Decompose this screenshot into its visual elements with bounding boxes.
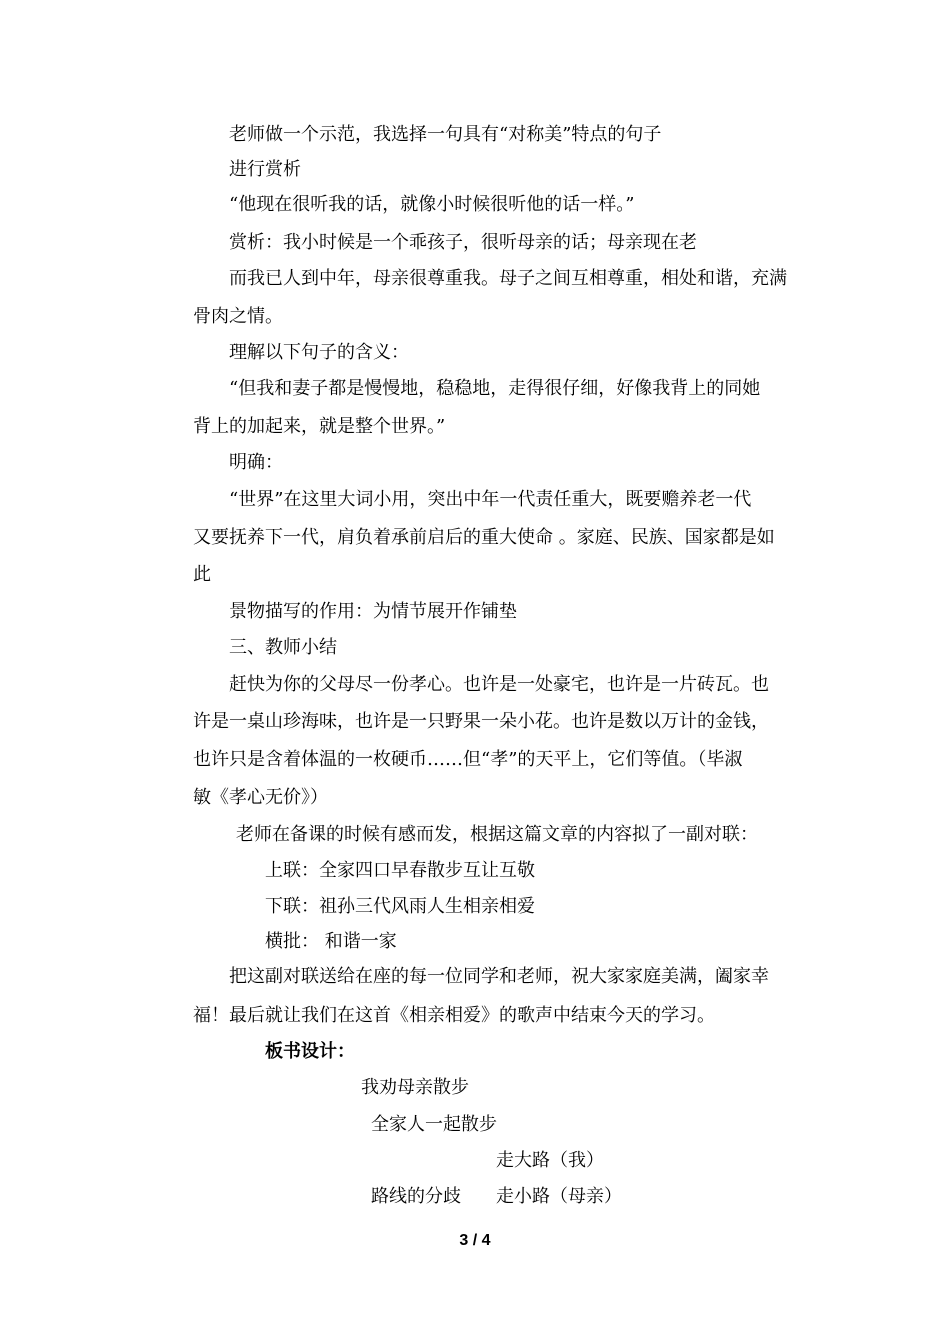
text-line-16: 赶快为你的父母尽一份孝心。也许是一处豪宅，也许是一片砖瓦。也 xyxy=(229,674,769,695)
text-line-1: 老师做一个示范，我选择一句具有“对称美”特点的句子 xyxy=(229,124,662,145)
board-line-4b: 走小路（母亲） xyxy=(496,1186,622,1207)
text-line-12: 又要抚养下一代，肩负着承前启后的重大使命 。家庭、民族、国家都是如 xyxy=(193,527,775,548)
text-line-7: 理解以下句子的含义： xyxy=(229,342,409,363)
text-line-25: 福！最后就让我们在这首《相亲相爱》的歌声中结束今天的学习。 xyxy=(193,1005,715,1026)
board-line-4a: 路线的分歧 xyxy=(371,1186,461,1207)
board-heading: 板书设计： xyxy=(265,1041,355,1062)
board-line-1: 我劝母亲散步 xyxy=(361,1077,469,1098)
text-line-4: 赏析：我小时候是一个乖孩子，很听母亲的话；母亲现在老 xyxy=(229,232,697,253)
text-line-2: 进行赏析 xyxy=(229,159,301,180)
text-line-22: 下联：祖孙三代风雨人生相亲相爱 xyxy=(265,896,535,917)
text-line-6: 骨肉之情。 xyxy=(193,306,283,327)
text-line-18: 也许只是含着体温的一枚硬币……但“孝”的天平上，它们等值。（毕淑 xyxy=(193,749,743,770)
text-line-9: 背上的加起来，就是整个世界。” xyxy=(193,416,446,437)
text-line-17: 许是一桌山珍海味，也许是一只野果一朵小花。也许是数以万计的金钱， xyxy=(193,711,769,732)
text-line-20: 老师在备课的时候有感而发，根据这篇文章的内容拟了一副对联： xyxy=(236,824,758,845)
board-line-3: 走大路（我） xyxy=(496,1150,604,1171)
page-number: 3 / 4 xyxy=(459,1232,491,1249)
text-line-14: 景物描写的作用：为情节展开作铺垫 xyxy=(229,601,517,622)
text-line-8: “但我和妻子都是慢慢地，稳稳地，走得很仔细，好像我背上的同她 xyxy=(229,378,761,399)
text-line-24: 把这副对联送给在座的每一位同学和老师，祝大家家庭美满，阖家幸 xyxy=(229,966,769,987)
text-line-21: 上联：全家四口早春散步互让互敬 xyxy=(265,860,535,881)
text-line-19: 敏《孝心无价》） xyxy=(193,787,328,808)
text-line-13: 此 xyxy=(193,564,211,585)
text-line-11: “世界”在这里大词小用，突出中年一代责任重大，既要赡养老一代 xyxy=(229,489,752,510)
text-line-3: “他现在很听我的话，就像小时候很听他的话一样。” xyxy=(229,194,635,215)
board-line-2: 全家人一起散步 xyxy=(371,1114,497,1135)
text-line-5: 而我已人到中年，母亲很尊重我。母子之间互相尊重，相处和谐，充满 xyxy=(229,268,787,289)
text-line-23: 横批： 和谐一家 xyxy=(265,931,397,952)
text-line-15: 三、教师小结 xyxy=(229,637,337,658)
text-line-10: 明确： xyxy=(229,452,283,473)
